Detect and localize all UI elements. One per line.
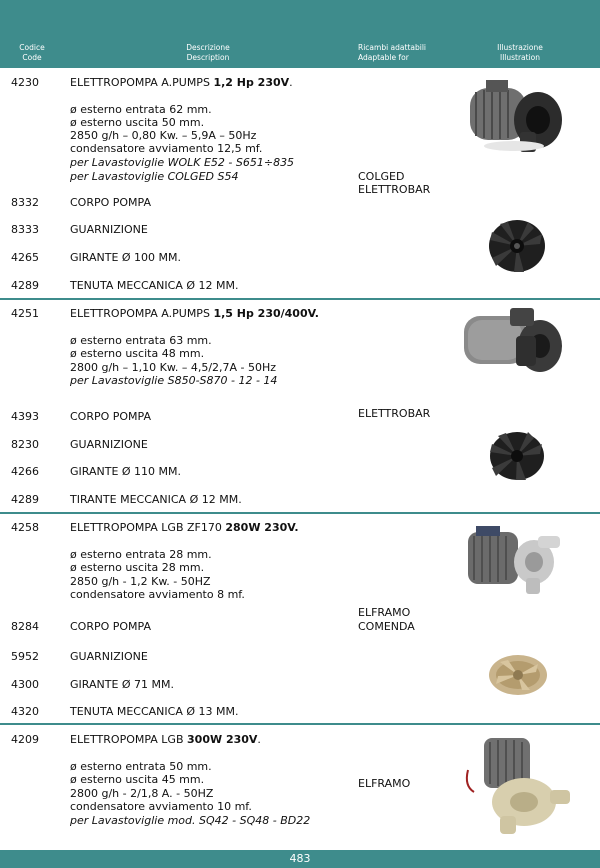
col-code [10, 43, 54, 63]
part-desc: GIRANTE Ø 71 MM. [70, 678, 175, 691]
compat-text: per Lavastoviglie WOLK E52 - S651÷835 [70, 156, 295, 169]
impeller-image [484, 214, 550, 278]
spec-capacitor: condensatore avviamento 12,5 mf. [70, 142, 263, 155]
col-description-it: Descrizione [186, 43, 230, 52]
impeller-image [486, 428, 548, 484]
page-number: 483 [289, 852, 311, 865]
pump-image [456, 306, 568, 386]
spec-compat [70, 814, 310, 827]
adaptable-brand: ELFRAMO [358, 777, 411, 790]
spec-power: 2850 g/h - 1,2 Kw. - 50HZ [70, 575, 211, 588]
spec-compat [70, 374, 277, 387]
part-desc: CORPO POMPA [70, 410, 152, 423]
product-title [70, 307, 319, 320]
top-band [0, 0, 600, 40]
part-desc: CORPO POMPA [70, 620, 152, 633]
col-code-it: Codice [19, 43, 45, 52]
product-title [70, 521, 299, 534]
col-code-en: Code [22, 53, 42, 62]
title-end: . [257, 733, 261, 746]
part-desc: GUARNIZIONE [70, 438, 148, 451]
part-desc: GIRANTE Ø 100 MM. [70, 251, 182, 264]
pump-image [462, 730, 574, 838]
spec-inlet: ø esterno entrata 28 mm. [70, 548, 212, 561]
col-adaptable-en: Adaptable for [358, 53, 409, 62]
part-desc: TIRANTE MECCANICA Ø 12 MM. [70, 493, 242, 506]
adaptable-brand: COLGED [358, 170, 405, 183]
part-code: 4393 [11, 410, 39, 423]
title-rating: 280W 230V. [225, 521, 299, 534]
part-code: 4266 [11, 465, 39, 478]
spec-compat-1 [70, 156, 294, 169]
impeller-image [486, 650, 550, 700]
part-code: 8230 [11, 438, 39, 451]
col-adaptable-it: Ricambi adattabili [358, 43, 426, 52]
product-code: 4251 [11, 307, 39, 320]
pump-image [462, 522, 568, 600]
part-desc: CORPO POMPA [70, 196, 152, 209]
col-illustration-it: Illustrazione [497, 43, 543, 52]
spec-outlet: ø esterno uscita 28 mm. [70, 561, 205, 574]
col-description [150, 43, 266, 63]
adaptable-brand: COMENDA [358, 620, 415, 633]
spec-inlet: ø esterno entrata 62 mm. [70, 103, 212, 116]
section-divider [0, 723, 600, 725]
spec-inlet: ø esterno entrata 63 mm. [70, 334, 212, 347]
title-rating: 1,2 Hp 230V [213, 76, 290, 89]
part-code: 4289 [11, 279, 39, 292]
part-code: 4289 [11, 493, 39, 506]
spec-power: 2800 g/h - 2/1,8 A. - 50HZ [70, 787, 214, 800]
spec-outlet: ø esterno uscita 50 mm. [70, 116, 205, 129]
title-text: ELETTROPOMPA LGB [70, 733, 188, 746]
spec-inlet: ø esterno entrata 50 mm. [70, 760, 212, 773]
spec-capacitor: condensatore avviamento 10 mf. [70, 800, 252, 813]
title-text: ELETTROPOMPA A.PUMPS [70, 76, 214, 89]
compat-text: per Lavastoviglie S850-S870 - 12 - 14 [70, 374, 278, 387]
part-code: 5952 [11, 650, 39, 663]
spec-capacitor: condensatore avviamento 8 mf. [70, 588, 245, 601]
col-description-en: Description [186, 53, 230, 62]
product-code: 4258 [11, 521, 39, 534]
part-desc: GUARNIZIONE [70, 223, 148, 236]
part-desc: GIRANTE Ø 110 MM. [70, 465, 182, 478]
part-desc: TENUTA MECCANICA Ø 12 MM. [70, 279, 239, 292]
part-desc: TENUTA MECCANICA Ø 13 MM. [70, 705, 239, 718]
product-title [70, 733, 261, 746]
spec-power: 2800 g/h – 1,10 Kw. – 4,5/2,7A - 50Hz [70, 361, 277, 374]
title-end: . [289, 76, 293, 89]
spec-power: 2850 g/h – 0,80 Kw. – 5,9A – 50Hz [70, 129, 257, 142]
part-code: 8333 [11, 223, 39, 236]
part-code: 4265 [11, 251, 39, 264]
title-text: ELETTROPOMPA LGB ZF170 [70, 521, 226, 534]
adaptable-brand: ELETTROBAR [358, 407, 431, 420]
adaptable-brand: ELFRAMO [358, 606, 411, 619]
spec-outlet: ø esterno uscita 48 mm. [70, 347, 205, 360]
spec-outlet: ø esterno uscita 45 mm. [70, 773, 205, 786]
part-desc: GUARNIZIONE [70, 650, 148, 663]
title-text: ELETTROPOMPA A.PUMPS [70, 307, 214, 320]
section-divider [0, 512, 600, 514]
part-code: 4320 [11, 705, 39, 718]
col-illustration-en: Illustration [499, 53, 541, 62]
part-code: 8332 [11, 196, 39, 209]
spec-compat-2 [70, 170, 238, 183]
adaptable-brand: ELETTROBAR [358, 183, 431, 196]
pump-image [456, 76, 568, 158]
title-rating: 1,5 Hp 230/400V. [213, 307, 319, 320]
table-header [0, 40, 600, 68]
col-adaptable [358, 43, 468, 63]
section-divider [0, 298, 600, 300]
page-footer [0, 850, 600, 868]
product-code: 4209 [11, 733, 39, 746]
compat-text: per Lavastoviglie mod. SQ42 - SQ48 - BD22 [70, 814, 311, 827]
part-code: 4300 [11, 678, 39, 691]
product-code: 4230 [11, 76, 39, 89]
compat-text: per Lavastoviglie COLGED S54 [70, 170, 239, 183]
col-illustration [478, 43, 562, 63]
title-rating: 300W 230V [187, 733, 258, 746]
part-code: 8284 [11, 620, 39, 633]
product-title [70, 76, 293, 89]
